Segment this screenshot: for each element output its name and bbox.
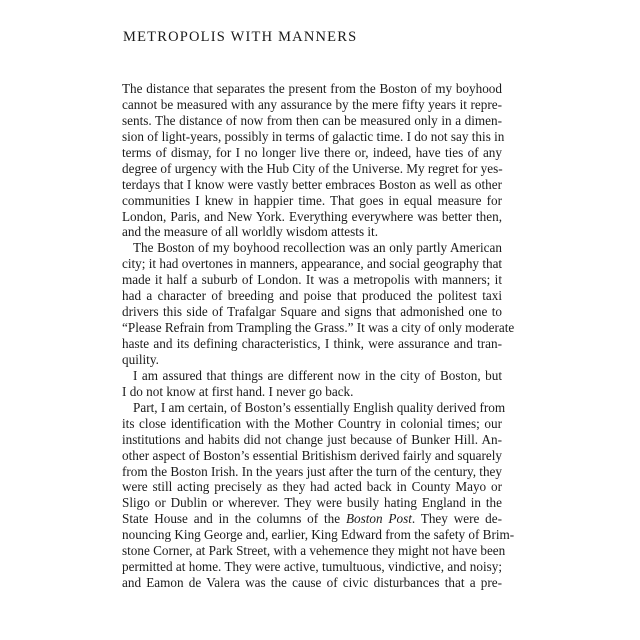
text-line: quility. xyxy=(122,351,159,367)
text-line: haste and its defining characteristics, I think, were assurance and tran- xyxy=(122,336,502,351)
text-line: The distance that separates the present from the Boston of my boyhood xyxy=(122,81,502,96)
text-line: stone Corner, at Park Street, with a vehemence they might not have been xyxy=(122,543,506,559)
text-line: its close identification with the Mother Country in colonial times; our xyxy=(122,415,502,431)
text-line: communities I knew in happier time. That goes in equal measure for xyxy=(122,192,502,208)
text-line: had a character of breeding and poise that produced the politest taxi xyxy=(122,288,502,304)
text-line: cannot be measured with any assurance by the mere fifty years it repre- xyxy=(122,96,502,112)
text-line: terdays that I know were vastly better embraces Boston as well as other xyxy=(122,176,502,192)
text-line: made it half a suburb of London. It was a metropolis with manners; it xyxy=(122,272,502,288)
text-line: London, Paris, and New York. Everything everywhere was better then, xyxy=(122,208,502,224)
text-line: I do not know at first hand. I never go back. xyxy=(122,383,354,399)
text-line: and the measure of all worldly wisdom attests it. xyxy=(122,224,379,240)
body-text xyxy=(122,81,515,591)
text-line: I am assured that things are different now in the city of Boston, but xyxy=(133,367,502,383)
running-head: METROPOLIS WITH MANNERS xyxy=(123,29,358,45)
text-line: Part, I am certain, of Boston’s essentially English quality derived from xyxy=(133,399,506,415)
text-line: sents. The distance of now from then can be measured only in a dimen- xyxy=(122,112,502,128)
text-line-with-title xyxy=(122,511,502,527)
text-segment: . They were de- xyxy=(411,511,503,527)
text-line: were still acting precisely as they had acted back in County Mayo or xyxy=(122,479,502,495)
text-line: “Please Refrain from Trampling the Grass.” It was a city of only moderate xyxy=(122,320,515,336)
text-line: degree of urgency with the Hub City of the Universe. My regret for yes- xyxy=(122,160,503,176)
text-line: nouncing King George and, earlier, King Edward from the safety of Brim- xyxy=(122,527,515,543)
text-line: and Eamon de Valera was the cause of civic disturbances that a pre- xyxy=(122,575,502,591)
text-line: drivers this side of Trafalgar Square and signs that admonished one to xyxy=(122,304,502,320)
newspaper-title: Boston Post xyxy=(345,511,412,527)
text-line: The Boston of my boyhood recollection was an only partly American xyxy=(133,240,502,256)
text-line: sion of light-years, possibly in terms of galactic time. I do not say this in xyxy=(122,128,505,144)
text-segment: State House and in the columns of the xyxy=(122,511,341,527)
text-line: institutions and habits did not change just because of Bunker Hill. An- xyxy=(122,431,502,447)
text-line: from the Boston Irish. In the years just after the turn of the century, they xyxy=(122,463,503,479)
text-line: other aspect of Boston’s essential Britishism derived fairly and squarely xyxy=(122,447,502,463)
text-line: city; it had overtones in manners, appearance, and social geography that xyxy=(122,256,503,272)
text-line: permitted at home. They were active, tumultuous, vindictive, and noisy; xyxy=(122,559,502,575)
text-line: Sligo or Dublin or wherever. They were busily hating England in the xyxy=(122,495,502,511)
text-line: terms of dismay, for I no longer live there or, indeed, have ties of any xyxy=(122,144,502,160)
